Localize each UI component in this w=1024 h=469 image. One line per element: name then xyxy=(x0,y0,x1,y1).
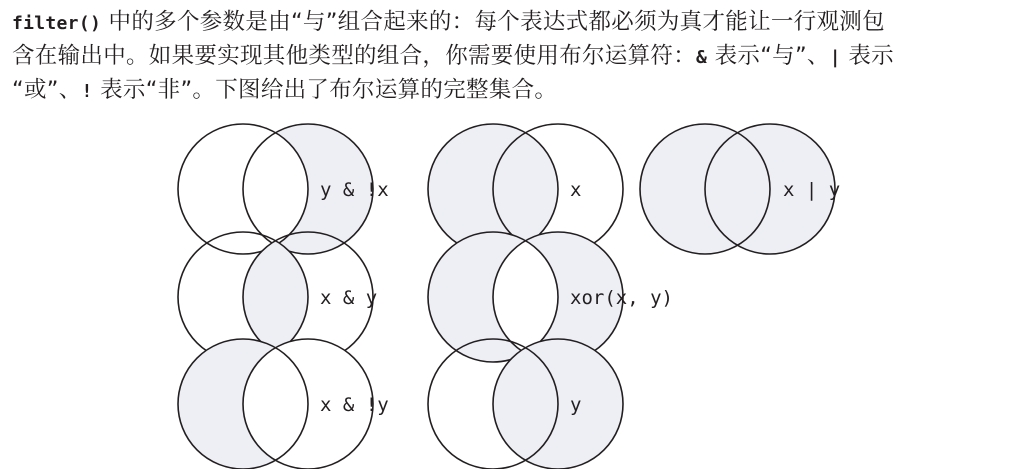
venn-label: x xyxy=(570,179,582,201)
intro-line-2-text: 含在输出中。如果要实现其他类型的组合，你需要使用布尔运算符： xyxy=(12,43,697,69)
venn-label: xor(x, y) xyxy=(570,287,673,309)
venn-label: y & !x xyxy=(320,179,389,201)
venn-diagram xyxy=(178,339,389,469)
venn-label: x & y xyxy=(320,287,378,309)
intro-line-1-text: 中的多个参数是由“与”组合起来的：每个表达式都必须为真才能让一行观测包 xyxy=(101,9,885,35)
and-symbol: & xyxy=(696,47,708,68)
or-symbol: | xyxy=(829,47,841,68)
not-symbol: ! xyxy=(81,81,93,102)
and-text: 表示“与”、 xyxy=(707,43,830,69)
venn-diagram xyxy=(178,232,377,362)
venn-diagram xyxy=(178,124,389,254)
venn-diagram xyxy=(640,124,840,254)
venn-diagram xyxy=(428,124,623,254)
venn-label: y xyxy=(570,394,582,416)
venn-label: x | y xyxy=(783,179,841,201)
intro-line-3-after: 表示“非”。下图给出了布尔运算的完整集合。 xyxy=(92,77,558,103)
venn-diagram xyxy=(428,339,623,469)
venn-label: x & !y xyxy=(320,394,389,416)
filter-code: filter() xyxy=(12,13,102,34)
or-text: 表示 xyxy=(840,43,894,69)
intro-line-3-before: “或”、 xyxy=(12,77,82,103)
